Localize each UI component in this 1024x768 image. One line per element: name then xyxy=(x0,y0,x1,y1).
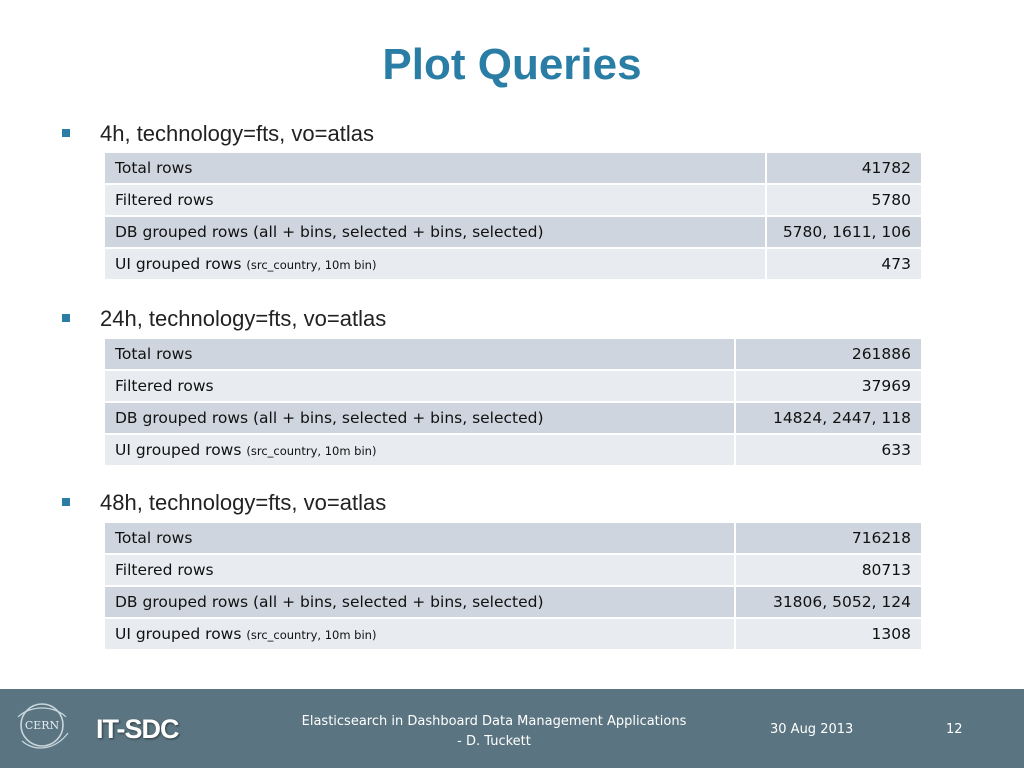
row-value: 5780, 1611, 106 xyxy=(766,216,922,248)
cern-logo-icon xyxy=(12,695,72,755)
section-heading: 48h, technology=fts, vo=atlas xyxy=(100,490,387,515)
row-value: 633 xyxy=(735,434,922,466)
slide-title: Plot Queries xyxy=(382,40,642,89)
table-row xyxy=(104,216,922,248)
section-heading: 24h, technology=fts, vo=atlas xyxy=(100,306,387,331)
stats-table-4h xyxy=(103,151,923,281)
stats-table-48h xyxy=(103,521,923,651)
table-row xyxy=(104,184,922,216)
row-label: Filtered rows xyxy=(104,184,766,216)
bullet-item xyxy=(62,302,386,336)
row-label: Total rows xyxy=(104,522,735,554)
row-value: 261886 xyxy=(735,338,922,370)
row-value: 37969 xyxy=(735,370,922,402)
row-value: 14824, 2447, 118 xyxy=(735,402,922,434)
presentation-title-line: Elasticsearch in Dashboard Data Management Applications xyxy=(301,714,687,729)
presentation-author: - D. Tuckett xyxy=(457,734,531,749)
row-label: Total rows xyxy=(104,152,766,184)
bullet-item xyxy=(62,486,386,520)
row-note: (src_country, 10m bin) xyxy=(246,444,377,458)
presentation-title xyxy=(280,712,708,752)
row-label: DB grouped rows (all + bins, selected + bins, selected) xyxy=(104,586,735,618)
row-value: 41782 xyxy=(766,152,922,184)
slide-footer xyxy=(0,689,1024,768)
stats-table-24h xyxy=(103,337,923,467)
table-row xyxy=(104,522,922,554)
presentation-date: 30 Aug 2013 xyxy=(770,722,854,737)
table-row xyxy=(104,370,922,402)
table-row xyxy=(104,402,922,434)
row-label: UI grouped rows xyxy=(115,625,242,643)
row-note: (src_country, 10m bin) xyxy=(246,258,377,272)
row-value: 473 xyxy=(766,248,922,280)
square-bullet-icon xyxy=(62,129,70,137)
row-value: 1308 xyxy=(735,618,922,650)
row-label: UI grouped rows xyxy=(115,255,242,273)
table-row xyxy=(104,152,922,184)
row-label-cell xyxy=(104,434,735,466)
table-row xyxy=(104,586,922,618)
table-row xyxy=(104,434,922,466)
square-bullet-icon xyxy=(62,498,70,506)
bullet-item xyxy=(62,117,374,151)
table-row xyxy=(104,248,922,280)
row-label: Filtered rows xyxy=(104,370,735,402)
row-label-cell xyxy=(104,248,766,280)
row-label: DB grouped rows (all + bins, selected + bins, selected) xyxy=(104,216,766,248)
row-value: 5780 xyxy=(766,184,922,216)
row-label: Filtered rows xyxy=(104,554,735,586)
table-row xyxy=(104,618,922,650)
row-note: (src_country, 10m bin) xyxy=(246,628,377,642)
square-bullet-icon xyxy=(62,314,70,322)
logo-text: CERN xyxy=(24,719,60,732)
table-row xyxy=(104,338,922,370)
table-row xyxy=(104,554,922,586)
row-value: 31806, 5052, 124 xyxy=(735,586,922,618)
row-label: UI grouped rows xyxy=(115,441,242,459)
group-logo: IT-SDC xyxy=(96,714,179,744)
row-value: 80713 xyxy=(735,554,922,586)
page-number: 12 xyxy=(946,722,963,737)
row-label: Total rows xyxy=(104,338,735,370)
row-value: 716218 xyxy=(735,522,922,554)
section-heading: 4h, technology=fts, vo=atlas xyxy=(100,121,374,146)
row-label-cell xyxy=(104,618,735,650)
row-label: DB grouped rows (all + bins, selected + bins, selected) xyxy=(104,402,735,434)
